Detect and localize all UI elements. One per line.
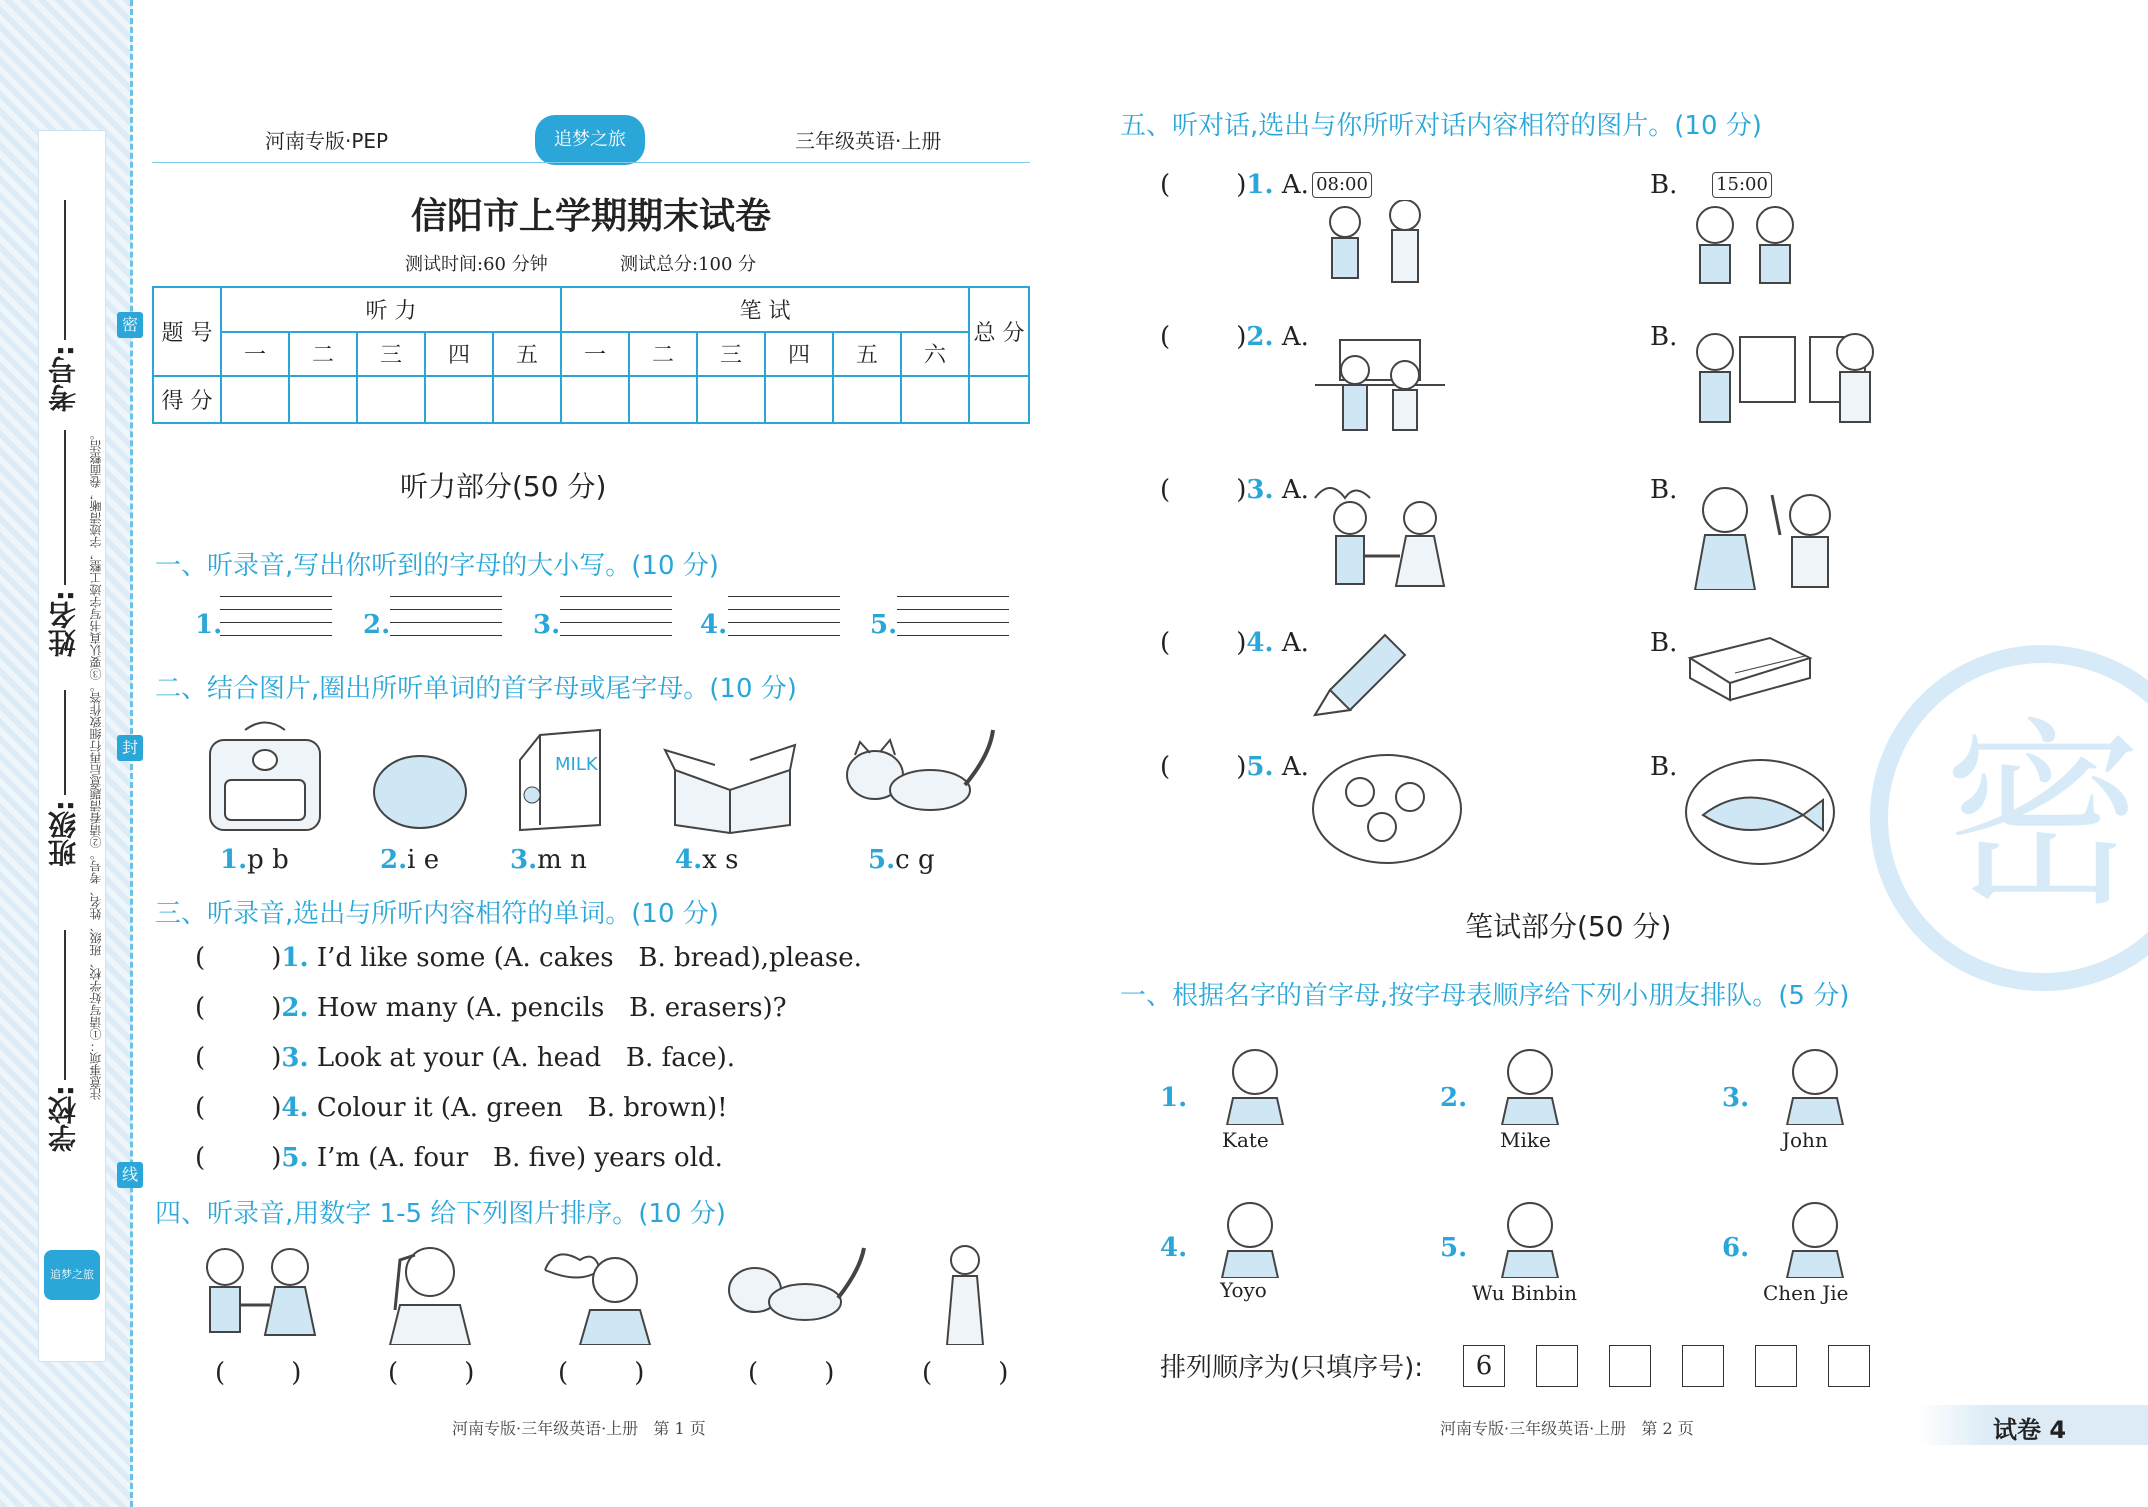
score-table (152, 286, 1030, 424)
header-rule (152, 162, 1030, 163)
school-field[interactable] (64, 930, 66, 1080)
q5-title: 五、听对话,选出与你所听对话内容相符的图片。(10 分) (1120, 111, 1762, 141)
girl-with-cloud-icon (535, 1240, 665, 1345)
q2-title: 二、结合图片,圈出所听单词的首字母或尾字母。(10 分) (155, 674, 797, 704)
q3-item-4[interactable]: ( )4. Colour it (A. green B. brown)! (195, 1093, 728, 1123)
score-cell[interactable] (901, 376, 969, 423)
order-box-3[interactable] (1609, 1345, 1651, 1387)
q5-item-2[interactable]: ( )2. A. (1160, 322, 1309, 352)
kid-name-5: Wu Binbin (1472, 1281, 1578, 1305)
score-cell[interactable] (969, 376, 1029, 423)
kid-name-1: Kate (1222, 1128, 1269, 1152)
row-label-question: 题 号 (153, 287, 221, 376)
seal-mark-xian: 线 (117, 1162, 143, 1188)
schoolbag-icon (190, 720, 340, 835)
edition-label: 河南专版·PEP (265, 129, 389, 153)
q5-item-3[interactable]: ( )3. A. (1160, 475, 1309, 505)
grade-subject-label: 三年级英语·上册 (795, 129, 942, 153)
kids-painting-icon (1680, 322, 1890, 442)
q5-item-4[interactable]: ( )4. A. (1160, 628, 1309, 658)
class-label: 班级: (47, 800, 80, 868)
header-logo: 追梦之旅 (535, 115, 645, 165)
q3-item-5[interactable]: ( )5. I’m (A. four B. five) years old. (195, 1143, 723, 1173)
col-listening-4: 四 (425, 332, 493, 377)
listening-header: 听 力 (221, 287, 561, 332)
kids-waving-icon (1680, 475, 1860, 590)
q1-item-num: 5. (870, 610, 898, 640)
col-listening-1: 一 (221, 332, 289, 377)
box-icon (660, 735, 800, 835)
name-label: 姓名: (47, 590, 80, 658)
score-cell[interactable] (697, 376, 765, 423)
q1-title: 一、听录音,写出你听到的字母的大小写。(10 分) (155, 551, 719, 581)
kid-name-2: Mike (1500, 1128, 1551, 1152)
q1-item-num: 4. (700, 610, 728, 640)
clock-display-a: 08:00 (1312, 172, 1372, 198)
order-box-2[interactable] (1536, 1345, 1578, 1387)
q4-answer-1[interactable]: ( ) (215, 1358, 302, 1388)
kid-kate-icon (1215, 1040, 1295, 1125)
kid-yoyo-icon (1210, 1193, 1290, 1278)
q4-answer-2[interactable]: ( ) (388, 1358, 475, 1388)
q2-item-4[interactable]: 4.x s (675, 845, 739, 875)
clock-display-b: 15:00 (1712, 172, 1772, 198)
handwriting-lines[interactable] (390, 596, 502, 636)
handwriting-lines[interactable] (220, 596, 332, 636)
q2-item-5[interactable]: 5.c g (868, 845, 935, 875)
writing-section-title: 笔试部分(50 分) (1465, 910, 1672, 943)
col-writing-6: 六 (901, 332, 969, 377)
school-label: 学校: (47, 1085, 80, 1153)
seal-mark-feng: 封 (117, 735, 143, 761)
crayon-icon (1305, 625, 1415, 725)
score-cell[interactable] (833, 376, 901, 423)
q1-item-num: 3. (533, 610, 561, 640)
watermark-stamp: 密 (1870, 645, 2148, 991)
order-box-4[interactable] (1682, 1345, 1724, 1387)
order-box-6[interactable] (1828, 1345, 1870, 1387)
clock-0800-kids-icon (1310, 200, 1440, 290)
exam-no-field[interactable] (64, 200, 66, 340)
q5-option-b-3[interactable]: B. (1650, 475, 1678, 505)
cat-icon (710, 1240, 870, 1340)
col-writing-2: 二 (629, 332, 697, 377)
q1-lines (195, 590, 1025, 650)
q1-item-num: 2. (363, 610, 391, 640)
page-title: 信阳市上学期期末试卷 (410, 196, 771, 237)
kid-john-icon (1775, 1040, 1855, 1125)
q5-item-1[interactable]: ( )1. A. (1160, 170, 1309, 200)
left-page-footer: 河南专版·三年级英语·上册 第 1 页 (452, 1419, 706, 1438)
col-listening-2: 二 (289, 332, 357, 377)
col-writing-3: 三 (697, 332, 765, 377)
clock-1500-kids-icon (1680, 200, 1810, 290)
kid-chenjie-icon (1775, 1193, 1855, 1278)
col-listening-3: 三 (357, 332, 425, 377)
col-writing-4: 四 (765, 332, 833, 377)
listening-section-title: 听力部分(50 分) (400, 470, 607, 503)
q4-answer-4[interactable]: ( ) (748, 1358, 835, 1388)
q1-item-num: 1. (195, 610, 223, 640)
col-writing-5: 五 (833, 332, 901, 377)
woman-standing-icon (935, 1240, 995, 1345)
q5-option-b-5[interactable]: B. (1650, 752, 1678, 782)
class-field[interactable] (64, 690, 66, 795)
q4-answer-5[interactable]: ( ) (922, 1358, 1009, 1388)
exam-no-label: 考号: (47, 345, 80, 413)
brand-logo: 追梦之旅 (44, 1250, 100, 1300)
boy-touching-head-icon (370, 1240, 490, 1345)
kid-num-6: 6. (1722, 1233, 1750, 1263)
q3-item-1[interactable]: ( )1. I’d like some (A. cakes B. bread),please. (195, 943, 862, 973)
score-cell[interactable] (493, 376, 561, 423)
kid-wubinbin-icon (1490, 1193, 1570, 1278)
col-listening-5: 五 (493, 332, 561, 377)
kid-num-2: 2. (1440, 1083, 1468, 1113)
total-header: 总 分 (969, 287, 1029, 376)
order-box-1[interactable]: 6 (1463, 1345, 1505, 1387)
kid-name-6: Chen Jie (1763, 1281, 1849, 1305)
fish-plate-icon (1683, 755, 1838, 870)
kid-num-5: 5. (1440, 1233, 1468, 1263)
milk-carton-icon (500, 720, 620, 835)
kid-num-1: 1. (1160, 1083, 1188, 1113)
handwriting-lines[interactable] (560, 596, 672, 636)
kids-shaking-hands-icon (190, 1245, 330, 1345)
kid-name-3: John (1782, 1128, 1828, 1152)
q2-item-1[interactable]: 1.p b (220, 845, 289, 875)
egg-icon (368, 748, 473, 833)
row-label-score: 得 分 (153, 376, 221, 423)
w1-title: 一、根据名字的首字母,按字母表顺序给下列小朋友排队。(5 分) (1120, 981, 1850, 1011)
score-cell[interactable] (221, 376, 289, 423)
q2-item-3[interactable]: 3.m n (510, 845, 587, 875)
right-page-footer: 河南专版·三年级英语·上册 第 2 页 (1440, 1419, 1694, 1438)
score-cell[interactable] (765, 376, 833, 423)
kid-name-4: Yoyo (1220, 1278, 1267, 1302)
score-cell[interactable] (629, 376, 697, 423)
exam-time: 测试时间:60 分钟 (405, 254, 548, 275)
q5-option-b-1[interactable]: B. (1650, 170, 1678, 200)
notice-text: 注意事项：①请写好学校、班级、姓名、考号。②请看清题意后再行细致作答。③要认真书写字迹工整，字迹清晰，卷面整洁。 (89, 428, 103, 1100)
kid-num-3: 3. (1722, 1083, 1750, 1113)
q4-title: 四、听录音,用数字 1-5 给下列图片排序。(10 分) (155, 1199, 726, 1229)
exam-total-score: 测试总分:100 分 (620, 254, 757, 275)
seal-mark-mi: 密 (117, 312, 143, 338)
q5-item-5[interactable]: ( )5. A. (1160, 752, 1309, 782)
exam-number-label: 试卷 4 (1993, 1416, 2067, 1444)
score-cell[interactable] (357, 376, 425, 423)
writing-header: 笔 试 (561, 287, 969, 332)
kid-mike-icon (1490, 1040, 1570, 1125)
q3-title: 三、听录音,选出与所听内容相符的单词。(10 分) (155, 899, 719, 929)
score-cell[interactable] (289, 376, 357, 423)
eggs-plate-icon (1310, 752, 1465, 867)
order-box-5[interactable] (1755, 1345, 1797, 1387)
score-cell[interactable] (561, 376, 629, 423)
kids-at-school-icon (1310, 325, 1450, 440)
handwriting-lines[interactable] (728, 596, 840, 636)
order-label: 排列顺序为(只填序号): (1160, 1353, 1424, 1383)
handwriting-lines[interactable] (897, 596, 1009, 636)
name-field[interactable] (64, 430, 66, 585)
q5-option-b-2[interactable]: B. (1650, 322, 1678, 352)
score-cell[interactable] (425, 376, 493, 423)
eraser-icon (1680, 628, 1820, 703)
q3-item-2[interactable]: ( )2. How many (A. pencils B. erasers)? (195, 993, 787, 1023)
kids-shaking-hands-icon (1310, 478, 1460, 593)
milk-label: MILK (555, 754, 598, 775)
q4-answer-3[interactable]: ( ) (558, 1358, 645, 1388)
q5-option-b-4[interactable]: B. (1650, 628, 1678, 658)
col-writing-1: 一 (561, 332, 629, 377)
q2-item-2[interactable]: 2.i e (380, 845, 440, 875)
q3-item-3[interactable]: ( )3. Look at your (A. head B. face). (195, 1043, 736, 1073)
kid-num-4: 4. (1160, 1233, 1188, 1263)
cat-icon (825, 720, 1000, 835)
